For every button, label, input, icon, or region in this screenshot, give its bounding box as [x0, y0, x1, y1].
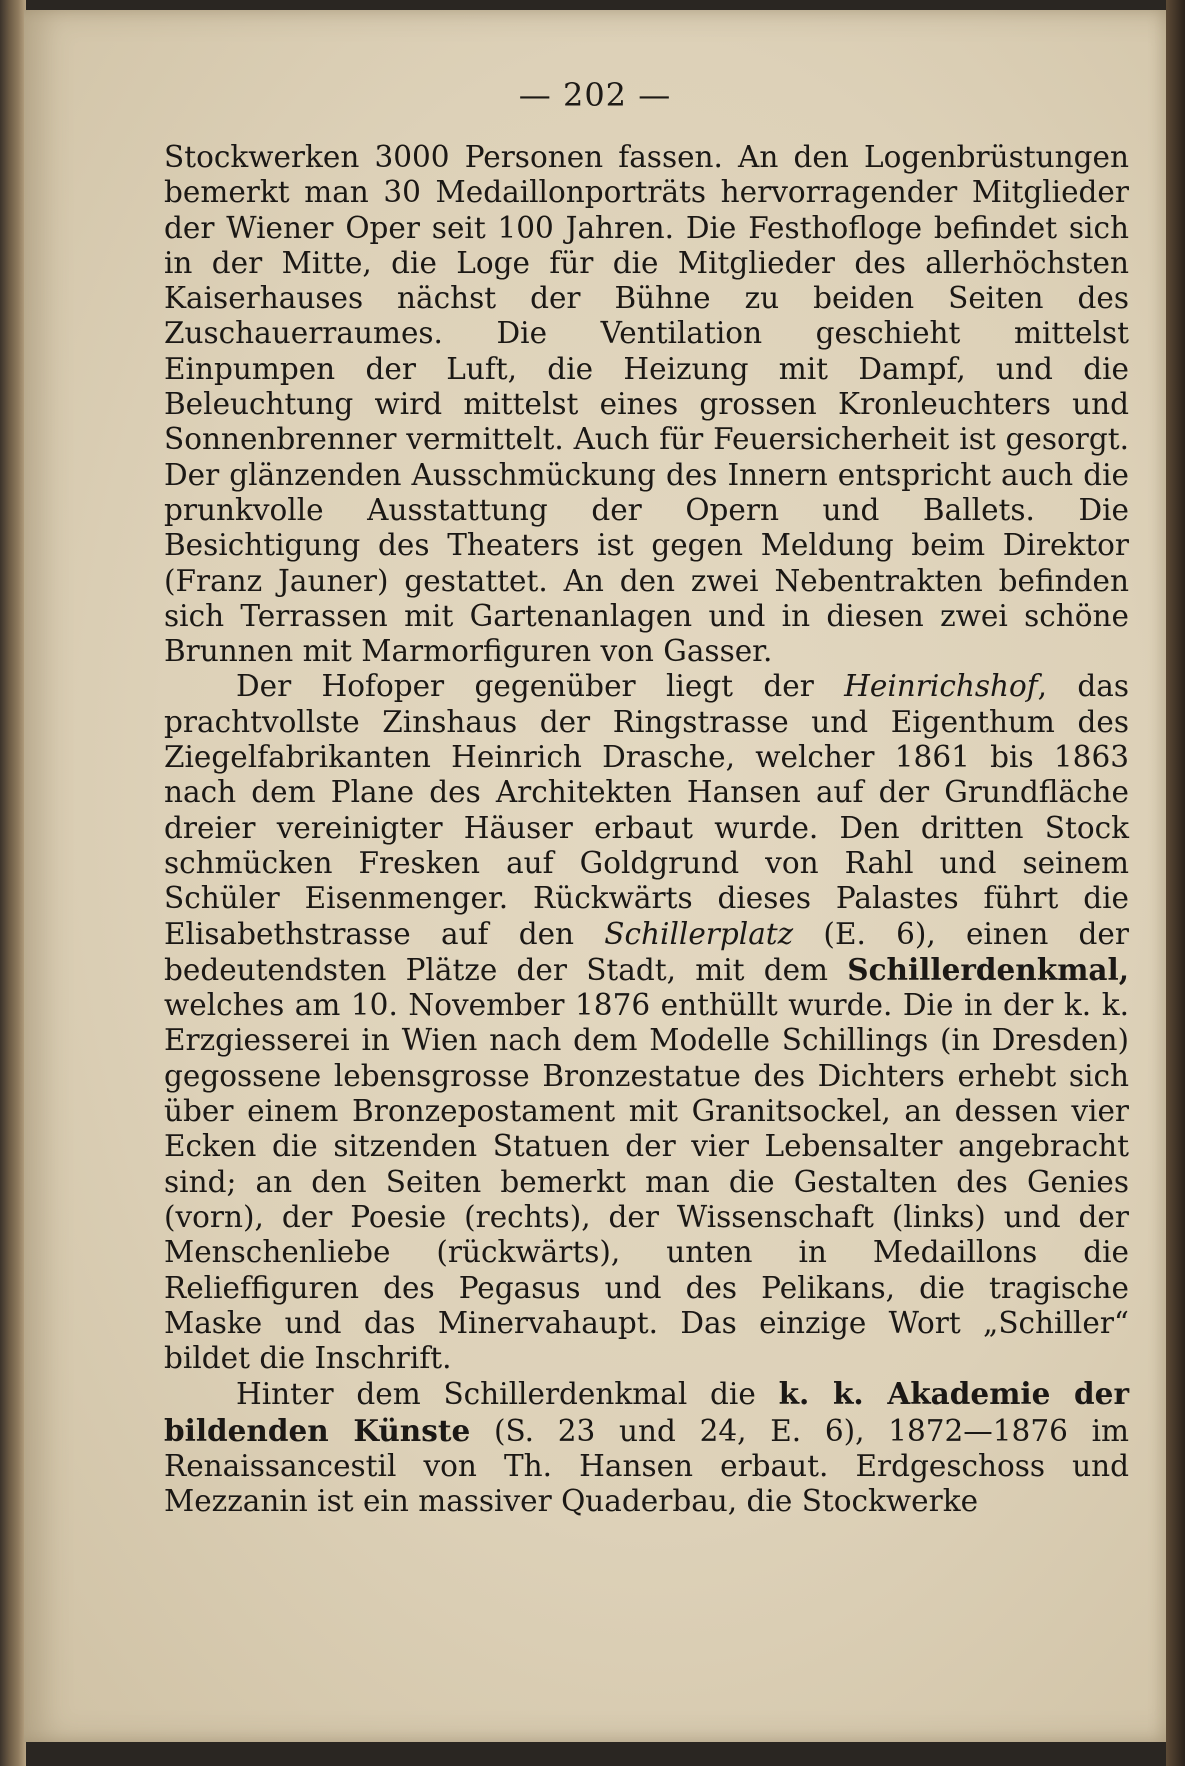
place-name-heinrichshof: Heinrichshof	[844, 669, 1038, 704]
book-spine	[0, 0, 26, 1766]
text-run: Stockwerken 3000 Personen fassen. An den Logenbrüstungen bemerkt man 30 Medaillonporträts hervorragender Mitglieder der Wiener Oper seit 100 Jahren. Die Festhofloge befindet sich in der Mitte, die Loge für die Mitglieder des allerhöchsten Kaiserhauses nächst der Bühne zu beiden Seiten des Zuschauerraumes. Die Ventilation geschieht mittelst Einpumpen der Luft, die Heizung mit Dampf, und die Beleuchtung wird mittelst eines grossen Kronleuchters und Sonnenbrenner vermittelt. Auch für Feuersicherheit ist gesorgt. Der glänzenden Ausschmückung des Innern entspricht auch die prunkvolle Ausstattung der Opern und Ballets. Die Besichtigung des Theaters ist gegen Meldung beim Direktor (Franz Jauner) gestattet. An den zwei Nebentrakten befinden sich Terrassen mit Gartenanlagen und in diesen zwei schöne Brunnen mit Marmorfiguren von Gasser.	[164, 140, 1129, 669]
text-run: (E. 6), einen der bedeutendsten Plätze der Stadt, mit dem	[164, 916, 1129, 987]
landmark-schillerdenkmal: Schillerdenkmal,	[847, 951, 1129, 987]
paragraph-heinrichshof	[164, 669, 1129, 1376]
text-run: welches am 10. November 1876 enthüllt wurde. Die in der k. k. Erzgiesserei in Wien nach dem Modelle Schillings (in Dresden) gegossene lebensgrosse Bronzestatue des Dichters erhebt sich über einem Bronzepostament mit Granitsockel, an dessen vier Ecken die sitzenden Statuen der vier Lebensalter angebracht sind; an den Seiten bemerkt man die Gestalten des Genies (vorn), der Poesie (rechts), der Wissenschaft (links) und der Menschenliebe (rückwärts), unten in Medaillons die Reliefﬁguren des Pegasus und des Pelikans, die tragische Maske und das Minervahaupt. Das einzige Wort „Schiller“ bildet die Inschrift.	[164, 988, 1129, 1376]
paragraph-opera-description	[164, 140, 1129, 669]
book-page	[24, 10, 1166, 1742]
text-run: Hinter dem Schillerdenkmal die	[236, 1377, 779, 1412]
text-run: Der Hofoper gegenüber liegt der	[236, 669, 845, 704]
page-edge	[1166, 0, 1185, 1766]
text-run: , das prachtvollste Zinshaus der Ringstrasse und Eigenthum des Ziegelfabrikanten Heinrich Drasche, welcher 1861 bis 1863 nach dem Plane des Architekten Hansen auf der Grundfläche dreier vereinigter Häuser erbaut wurde. Den dritten Stock schmücken Fresken auf Goldgrund von Rahl und seinem Schüler Eisenmenger. Rückwärts dieses Palastes führt die Elisabethstrasse auf den	[164, 669, 1130, 951]
paragraph-akademie	[164, 1376, 1129, 1519]
landmark-akademie: k. k. Akademie der bildenden Künste	[164, 1376, 1129, 1448]
text-run: (S. 23 und 24, E. 6), 1872—1876 im Renaissancestil von Th. Hansen erbaut. Erdgeschoss und Mezzanin ist ein massiver Quaderbau, die Stockwerke	[164, 1413, 1129, 1519]
place-name-schillerplatz: Schillerplatz	[604, 916, 794, 951]
page-number: — 202 —	[518, 76, 672, 114]
body-text	[164, 140, 1129, 1520]
